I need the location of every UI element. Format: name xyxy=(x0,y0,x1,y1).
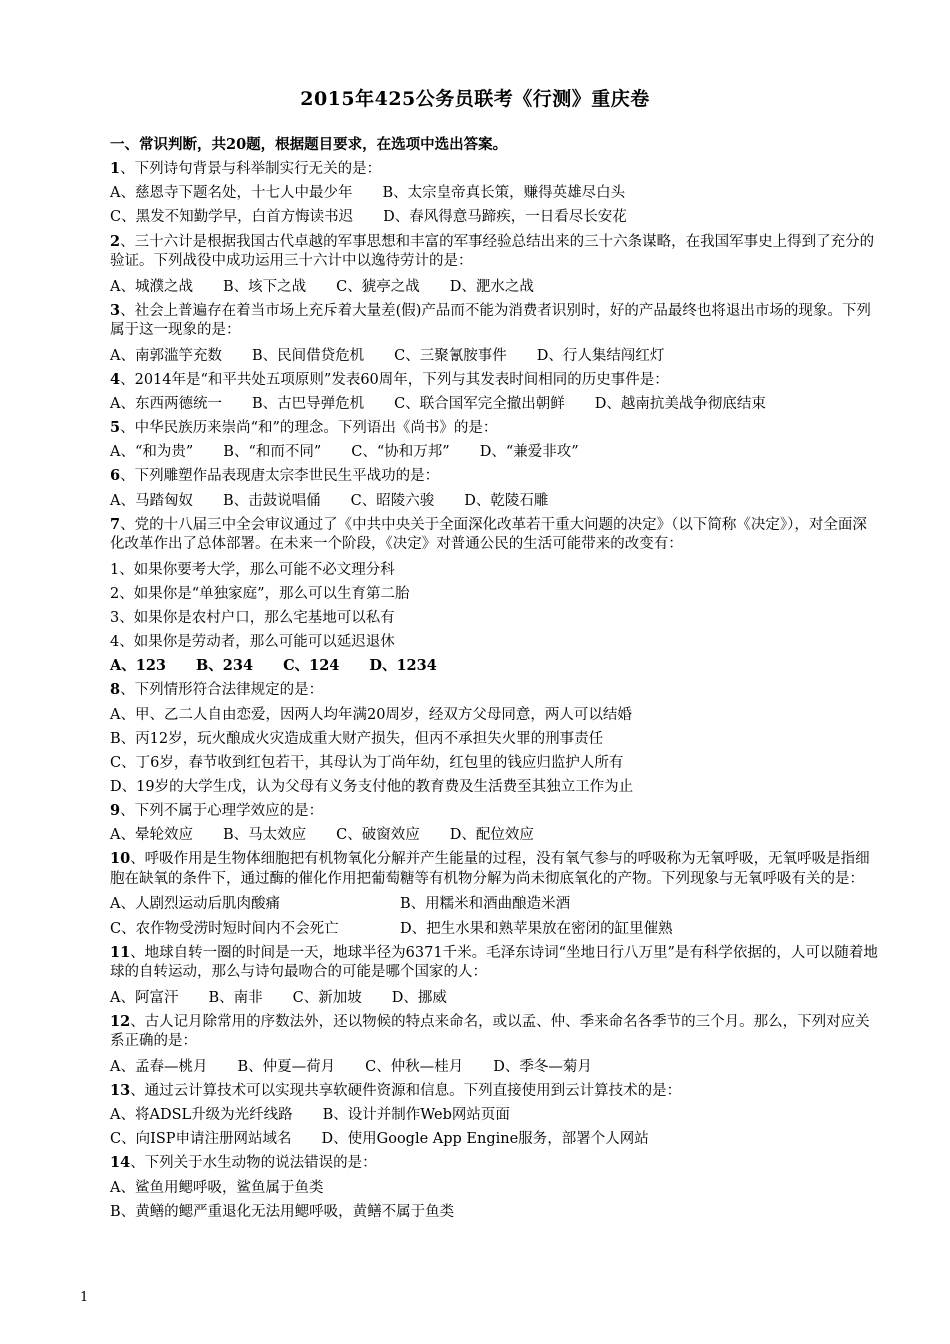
question-7-statement: 2、如果你是“单独家庭”，那么可以生育第二胎 xyxy=(110,585,410,602)
question-3-options xyxy=(80,344,880,368)
option: B、古巴导弹危机 xyxy=(251,395,365,412)
option: A、晕轮效应 xyxy=(110,827,193,844)
option: C、124 xyxy=(283,657,340,675)
option: C、新加坡 xyxy=(292,989,362,1006)
document-body xyxy=(80,133,880,1224)
option: B、丙12岁，玩火酿成火灾造成重大财产损失，但丙不承担失火罪的刑事责任 xyxy=(110,730,604,747)
option: A、城濮之战 xyxy=(110,278,193,295)
question-5: 5、中华民族历来崇尚“和”的理念。下列语出《尚书》的是： xyxy=(110,419,498,437)
question-9-options xyxy=(80,823,880,847)
question-13: 13、通过云计算技术可以实现共享软硬件资源和信息。下列直接使用到云计算技术的是： xyxy=(110,1081,682,1099)
option: A、孟春—桃月 xyxy=(110,1058,208,1075)
option: C、联合国军完全撤出朝鲜 xyxy=(394,395,565,412)
question-1-options-cd xyxy=(80,205,880,229)
question-13-options-ab xyxy=(80,1103,880,1127)
option: D、季冬—菊月 xyxy=(493,1058,592,1075)
option: C、“协和万邦” xyxy=(351,444,450,461)
question-10: 10、呼吸作用是生物体细胞把有机物氧化分解并产生能量的过程，没有氧气参与的呼吸称为无氧呼吸，无氧呼吸是指细胞在缺氧的条件下，通过酶的催化作用把葡萄糖等有机物分解为尚未彻底氧化的产物。下列现象与无氧呼吸有关的是： xyxy=(110,850,870,887)
question-1-options-ab xyxy=(80,181,880,205)
option: A、马踏匈奴 xyxy=(110,492,193,509)
question-10-options-cd xyxy=(80,917,880,941)
question-12: 12、古人记月除常用的序数法外，还以物候的特点来命名，或以孟、仲、季来命名各季节的三个月。那么，下列对应关系正确的是： xyxy=(110,1012,870,1050)
option: B、南非 xyxy=(208,989,263,1006)
option: B、击鼓说唱俑 xyxy=(222,492,321,509)
option: A、将ADSL升级为光纤线路 xyxy=(110,1107,293,1124)
option: A、阿富汗 xyxy=(110,989,179,1006)
option: B、太宗皇帝真长策，赚得英雄尽白头 xyxy=(382,185,626,202)
question-13-options-cd xyxy=(80,1127,880,1151)
option: D、春风得意马蹄疾，一日看尽长安花 xyxy=(383,209,627,226)
option: A、东西两德统一 xyxy=(110,395,222,412)
question-7-statement: 4、如果你是劳动者，那么可能可以延迟退休 xyxy=(110,634,395,651)
option: D、使用Google App Engine服务，部署个人网站 xyxy=(321,1131,649,1148)
option: C、向ISP申请注册网站域名 xyxy=(110,1131,292,1148)
option: D、挪威 xyxy=(391,989,447,1006)
option: C、破窗效应 xyxy=(336,827,420,844)
option: D、乾陵石雕 xyxy=(464,492,549,509)
question-6: 6、下列雕塑作品表现唐太宗李世民生平战功的是： xyxy=(110,467,440,485)
question-7-options xyxy=(80,654,880,678)
option: D、淝水之战 xyxy=(449,278,534,295)
option: A、南郭滥竽充数 xyxy=(110,347,222,364)
option: D、把生水果和熟苹果放在密闭的缸里催熟 xyxy=(400,920,673,937)
option: C、昭陵六骏 xyxy=(350,492,435,509)
question-7-statement: 3、如果你是农村户口，那么宅基地可以私有 xyxy=(110,609,395,626)
option: D、行人集结闯红灯 xyxy=(536,347,665,364)
option: A、“和为贵” xyxy=(110,444,194,461)
option: A、慈恩寺下题名处，十七人中最少年 xyxy=(110,185,353,202)
option: D、配位效应 xyxy=(449,827,534,844)
section-heading: 一、常识判断，共20题，根据题目要求，在选项中选出答案。 xyxy=(110,136,508,153)
option: C、仲秋—桂月 xyxy=(365,1058,464,1075)
option: B、垓下之战 xyxy=(222,278,307,295)
question-1: 1、下列诗句背景与科举制实行无关的是： xyxy=(110,160,382,178)
option: C、猇亭之战 xyxy=(336,278,420,295)
question-3: 3、社会上普遍存在着当市场上充斥着大量差(假)产品而不能为消费者识别时，好的产品最终也将退出市场的现象。下列属于这一现象的是： xyxy=(110,301,871,339)
option: A、甲、乙二人自由恋爱，因两人均年满20周岁，经双方父母同意，两人可以结婚 xyxy=(110,706,632,723)
option: A、123 xyxy=(110,657,167,675)
question-11-options xyxy=(80,986,880,1010)
option: B、马太效应 xyxy=(222,827,307,844)
option: B、234 xyxy=(196,657,254,675)
question-7-statement: 1、如果你要考大学，那么可能不必文理分科 xyxy=(110,561,395,578)
question-4: 4、2014年是“和平共处五项原则”发表60周年，下列与其发表时间相同的历史事件是： xyxy=(110,370,669,388)
question-11: 11、地球自转一圈的时间是一天，地球半径为6371千米。毛泽东诗词“坐地日行八万里”是有科学依据的，人可以随着地球的自转运动，那么与诗句最吻合的可能是哪个国家的人： xyxy=(110,943,878,981)
option: B、“和而不同” xyxy=(223,444,322,461)
option: D、1234 xyxy=(369,657,437,675)
question-10-options-ab xyxy=(80,892,880,916)
question-9: 9、下列不属于心理学效应的是： xyxy=(110,802,324,820)
question-14: 14、下列关于水生动物的说法错误的是： xyxy=(110,1154,377,1172)
option: D、“兼爱非攻” xyxy=(479,444,579,461)
question-4-options xyxy=(80,392,880,416)
question-6-options xyxy=(80,489,880,513)
option: C、黑发不知勤学早，白首方悔读书迟 xyxy=(110,209,354,226)
option: B、设计并制作Web网站页面 xyxy=(322,1107,510,1124)
option: B、用糯米和酒曲酿造米酒 xyxy=(400,896,571,913)
option: B、仲夏—荷月 xyxy=(237,1058,336,1075)
document-title: 2015年425公务员联考《行测》重庆卷 xyxy=(300,88,650,110)
page-number: 1 xyxy=(80,1290,89,1305)
question-12-options xyxy=(80,1055,880,1079)
question-2-options xyxy=(80,275,880,299)
option: C、农作物受涝时短时间内不会死亡 xyxy=(110,920,339,937)
option: A、人剧烈运动后肌肉酸痛 xyxy=(110,896,280,913)
option: D、19岁的大学生戊，认为父母有义务支付他的教育费及生活费至其独立工作为止 xyxy=(110,778,634,795)
option: C、丁6岁，春节收到红包若干，其母认为丁尚年幼，红包里的钱应归监护人所有 xyxy=(110,754,624,771)
option: B、黄鳝的鳃严重退化无法用鳃呼吸，黄鳝不属于鱼类 xyxy=(110,1203,455,1220)
option: A、鲨鱼用鳃呼吸，鲨鱼属于鱼类 xyxy=(110,1179,324,1196)
question-5-options xyxy=(80,440,880,464)
option: B、民间借贷危机 xyxy=(251,347,365,364)
question-2: 2、三十六计是根据我国古代卓越的军事思想和丰富的军事经验总结出来的三十六条谋略，在我国军事史上得到了充分的验证。下列战役中成功运用三十六计中以逸待劳计的是： xyxy=(110,232,875,270)
option: C、三聚氰胺事件 xyxy=(394,347,507,364)
question-8: 8、下列情形符合法律规定的是： xyxy=(110,681,324,699)
option: D、越南抗美战争彻底结束 xyxy=(594,395,766,412)
question-7: 7、党的十八届三中全会审议通过了《中共中央关于全面深化改革若干重大问题的决定》（以下简称《决定》），对全面深化改革作出了总体部署。在未来一个阶段，《决定》对普通公民的生活可能带来的改变有： xyxy=(110,515,867,553)
